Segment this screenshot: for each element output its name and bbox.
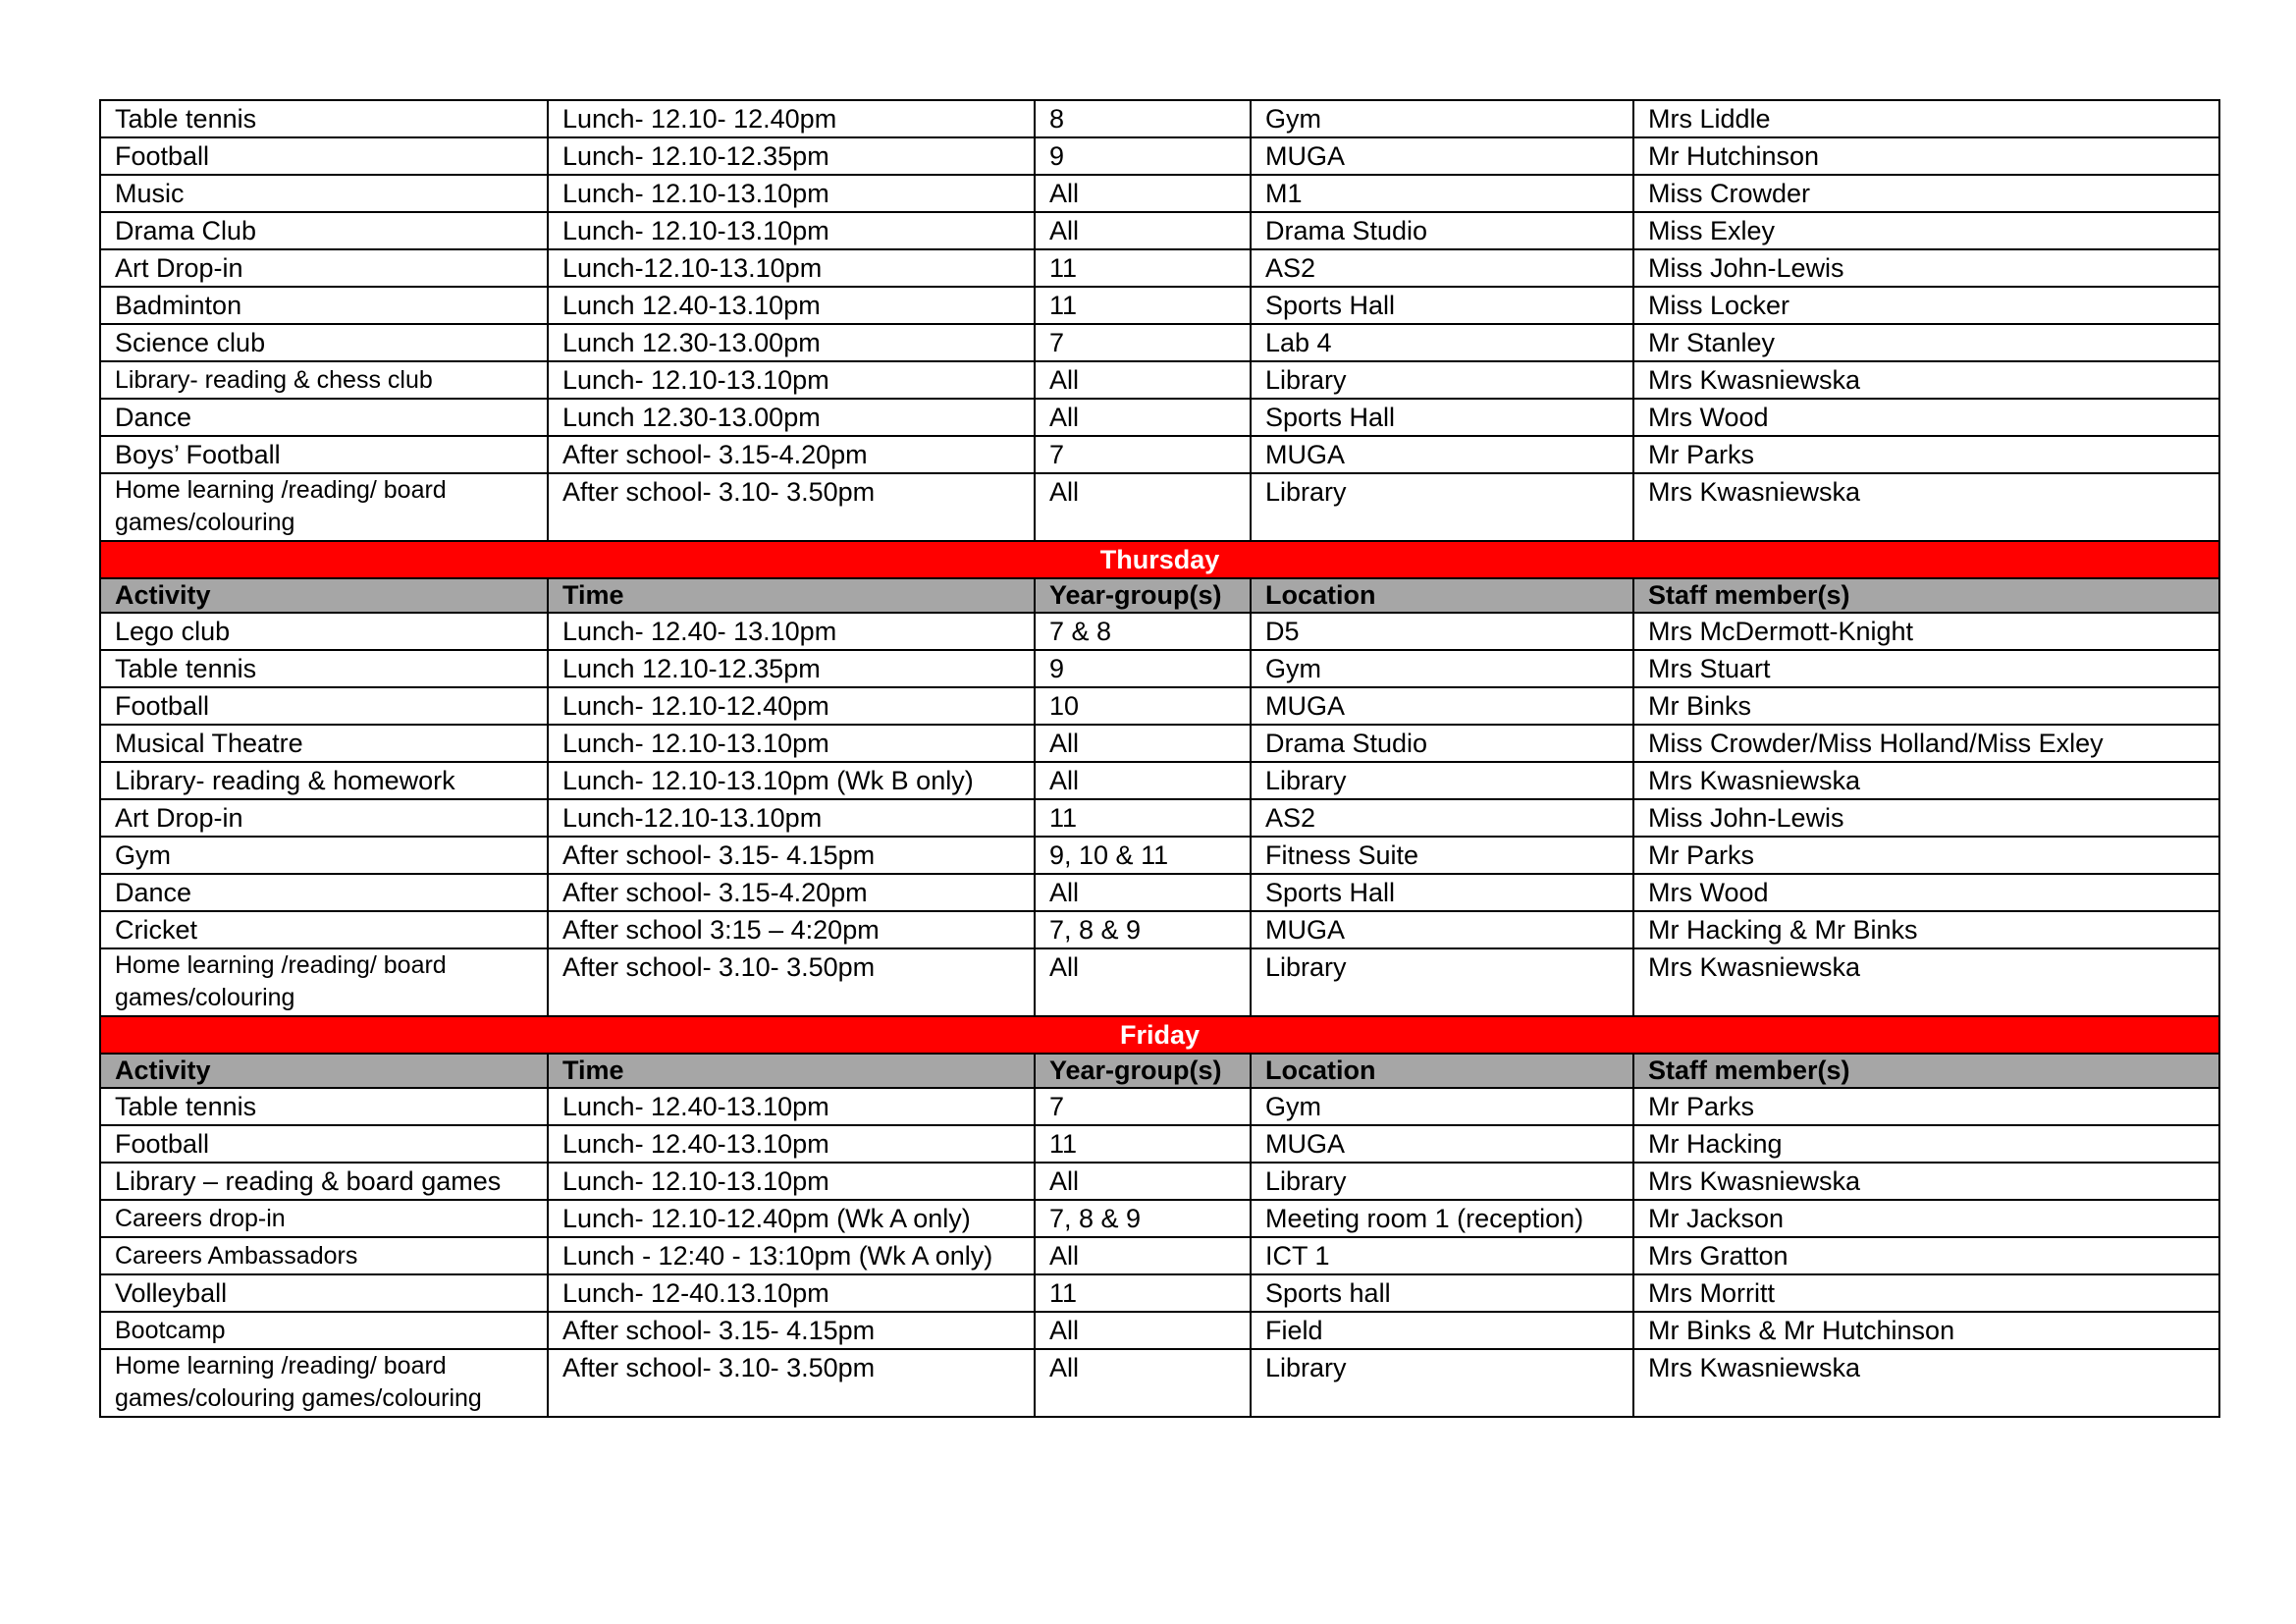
time-cell: Lunch- 12.40-13.10pm [548, 1125, 1035, 1163]
table-row [100, 212, 2219, 249]
time-cell: Lunch-12.10-13.10pm [548, 799, 1035, 837]
location-cell: AS2 [1251, 249, 1633, 287]
year-group-cell: 7 [1035, 324, 1251, 361]
activity-cell: Careers Ambassadors [100, 1237, 548, 1274]
table-row [100, 1163, 2219, 1200]
time-cell: Lunch- 12.40-13.10pm [548, 1088, 1035, 1125]
table-row [100, 287, 2219, 324]
table-row [100, 175, 2219, 212]
year-group-cell: All [1035, 361, 1251, 399]
year-group-cell: All [1035, 175, 1251, 212]
year-group-cell: 7 & 8 [1035, 613, 1251, 650]
location-cell: Drama Studio [1251, 725, 1633, 762]
staff-cell: Miss Crowder [1633, 175, 2219, 212]
table-row [100, 473, 2219, 541]
location-cell: Fitness Suite [1251, 837, 1633, 874]
location-cell: MUGA [1251, 1125, 1633, 1163]
activity-cell: Careers drop-in [100, 1200, 548, 1237]
staff-cell: Miss John-Lewis [1633, 799, 2219, 837]
table-row [100, 100, 2219, 137]
column-header: Activity [100, 578, 548, 613]
activity-cell: Badminton [100, 287, 548, 324]
table-row [100, 874, 2219, 911]
time-cell: Lunch- 12.10-12.35pm [548, 137, 1035, 175]
table-row [100, 613, 2219, 650]
staff-cell: Mr Hutchinson [1633, 137, 2219, 175]
table-row [100, 1088, 2219, 1125]
table-row [100, 1125, 2219, 1163]
table-row [100, 799, 2219, 837]
table-row [100, 762, 2219, 799]
location-cell: Library [1251, 1163, 1633, 1200]
time-cell: Lunch 12.30-13.00pm [548, 399, 1035, 436]
year-group-cell: All [1035, 212, 1251, 249]
table-row [100, 324, 2219, 361]
activity-cell: Lego club [100, 613, 548, 650]
time-cell: Lunch-12.10-13.10pm [548, 249, 1035, 287]
activities-timetable [99, 99, 2220, 1418]
activity-cell: Science club [100, 324, 548, 361]
table-row [100, 650, 2219, 687]
activity-cell: Bootcamp [100, 1312, 548, 1349]
time-cell: Lunch- 12.10-13.10pm [548, 212, 1035, 249]
year-group-cell: 11 [1035, 1125, 1251, 1163]
activity-cell: Table tennis [100, 100, 548, 137]
table-row [100, 1349, 2219, 1417]
staff-cell: Miss John-Lewis [1633, 249, 2219, 287]
staff-cell: Mr Parks [1633, 436, 2219, 473]
year-group-cell: 10 [1035, 687, 1251, 725]
location-cell: Sports hall [1251, 1274, 1633, 1312]
column-header: Staff member(s) [1633, 1054, 2219, 1088]
staff-cell: Mrs Kwasniewska [1633, 762, 2219, 799]
time-cell: Lunch- 12.10-13.10pm (Wk B only) [548, 762, 1035, 799]
location-cell: Library [1251, 1349, 1633, 1417]
location-cell: MUGA [1251, 137, 1633, 175]
year-group-cell: 7, 8 & 9 [1035, 911, 1251, 948]
activity-cell: Table tennis [100, 1088, 548, 1125]
day-title: Friday [100, 1016, 2219, 1054]
year-group-cell: 7, 8 & 9 [1035, 1200, 1251, 1237]
location-cell: Lab 4 [1251, 324, 1633, 361]
year-group-cell: 9, 10 & 11 [1035, 837, 1251, 874]
staff-cell: Mrs Kwasniewska [1633, 948, 2219, 1016]
time-cell: Lunch 12.10-12.35pm [548, 650, 1035, 687]
activity-cell: Home learning /reading/ board games/colouring games/colouring [100, 1349, 548, 1417]
activity-cell: Football [100, 687, 548, 725]
activity-cell: Football [100, 1125, 548, 1163]
staff-cell: Mr Binks & Mr Hutchinson [1633, 1312, 2219, 1349]
staff-cell: Mrs Kwasniewska [1633, 1163, 2219, 1200]
table-row [100, 249, 2219, 287]
table-row [100, 725, 2219, 762]
time-cell: After school- 3.10- 3.50pm [548, 473, 1035, 541]
time-cell: Lunch- 12-40.13.10pm [548, 1274, 1035, 1312]
location-cell: Drama Studio [1251, 212, 1633, 249]
table-row [100, 687, 2219, 725]
staff-cell: Mrs Morritt [1633, 1274, 2219, 1312]
staff-cell: Mr Hacking & Mr Binks [1633, 911, 2219, 948]
table-row [100, 1274, 2219, 1312]
location-cell: AS2 [1251, 799, 1633, 837]
table-row [100, 1200, 2219, 1237]
activity-cell: Home learning /reading/ board games/colouring [100, 948, 548, 1016]
time-cell: After school 3:15 – 4:20pm [548, 911, 1035, 948]
staff-cell: Mrs Kwasniewska [1633, 1349, 2219, 1417]
year-group-cell: 11 [1035, 287, 1251, 324]
column-header-row [100, 1054, 2219, 1088]
activity-cell: Home learning /reading/ board games/colouring [100, 473, 548, 541]
time-cell: Lunch- 12.10-13.10pm [548, 361, 1035, 399]
year-group-cell: 9 [1035, 650, 1251, 687]
location-cell: M1 [1251, 175, 1633, 212]
staff-cell: Mrs Wood [1633, 399, 2219, 436]
location-cell: MUGA [1251, 911, 1633, 948]
activity-cell: Dance [100, 399, 548, 436]
location-cell: Sports Hall [1251, 399, 1633, 436]
location-cell: MUGA [1251, 687, 1633, 725]
day-banner-thursday [100, 541, 2219, 578]
activity-cell: Musical Theatre [100, 725, 548, 762]
table-row [100, 137, 2219, 175]
location-cell: D5 [1251, 613, 1633, 650]
staff-cell: Mr Parks [1633, 1088, 2219, 1125]
staff-cell: Mrs Liddle [1633, 100, 2219, 137]
location-cell: Sports Hall [1251, 287, 1633, 324]
staff-cell: Mr Binks [1633, 687, 2219, 725]
year-group-cell: All [1035, 725, 1251, 762]
column-header: Staff member(s) [1633, 578, 2219, 613]
staff-cell: Mrs Kwasniewska [1633, 361, 2219, 399]
column-header: Time [548, 1054, 1035, 1088]
staff-cell: Mrs Gratton [1633, 1237, 2219, 1274]
year-group-cell: All [1035, 399, 1251, 436]
time-cell: After school- 3.10- 3.50pm [548, 1349, 1035, 1417]
year-group-cell: 11 [1035, 1274, 1251, 1312]
staff-cell: Miss Crowder/Miss Holland/Miss Exley [1633, 725, 2219, 762]
staff-cell: Mrs Kwasniewska [1633, 473, 2219, 541]
time-cell: Lunch 12.30-13.00pm [548, 324, 1035, 361]
table-row [100, 837, 2219, 874]
staff-cell: Mrs McDermott-Knight [1633, 613, 2219, 650]
staff-cell: Mrs Wood [1633, 874, 2219, 911]
year-group-cell: All [1035, 1349, 1251, 1417]
year-group-cell: All [1035, 1312, 1251, 1349]
table-row [100, 1237, 2219, 1274]
time-cell: Lunch- 12.10-13.10pm [548, 1163, 1035, 1200]
table-row [100, 948, 2219, 1016]
location-cell: Library [1251, 361, 1633, 399]
table-row [100, 436, 2219, 473]
location-cell: Meeting room 1 (reception) [1251, 1200, 1633, 1237]
time-cell: After school- 3.10- 3.50pm [548, 948, 1035, 1016]
column-header: Time [548, 578, 1035, 613]
activity-cell: Gym [100, 837, 548, 874]
year-group-cell: All [1035, 473, 1251, 541]
time-cell: Lunch- 12.40- 13.10pm [548, 613, 1035, 650]
time-cell: Lunch- 12.10- 12.40pm [548, 100, 1035, 137]
year-group-cell: All [1035, 1237, 1251, 1274]
location-cell: Sports Hall [1251, 874, 1633, 911]
time-cell: Lunch- 12.10-12.40pm (Wk A only) [548, 1200, 1035, 1237]
day-title: Thursday [100, 541, 2219, 578]
activity-cell: Library – reading & board games [100, 1163, 548, 1200]
activity-cell: Volleyball [100, 1274, 548, 1312]
activity-cell: Music [100, 175, 548, 212]
location-cell: Gym [1251, 650, 1633, 687]
time-cell: Lunch 12.40-13.10pm [548, 287, 1035, 324]
column-header-row [100, 578, 2219, 613]
location-cell: Gym [1251, 1088, 1633, 1125]
year-group-cell: All [1035, 948, 1251, 1016]
location-cell: Field [1251, 1312, 1633, 1349]
year-group-cell: 9 [1035, 137, 1251, 175]
staff-cell: Mr Jackson [1633, 1200, 2219, 1237]
column-header: Year-group(s) [1035, 1054, 1251, 1088]
activity-cell: Library- reading & homework [100, 762, 548, 799]
activity-cell: Cricket [100, 911, 548, 948]
column-header: Activity [100, 1054, 548, 1088]
activity-cell: Drama Club [100, 212, 548, 249]
column-header: Location [1251, 578, 1633, 613]
staff-cell: Miss Locker [1633, 287, 2219, 324]
activity-cell: Boys’ Football [100, 436, 548, 473]
year-group-cell: 11 [1035, 799, 1251, 837]
time-cell: Lunch- 12.10-13.10pm [548, 725, 1035, 762]
staff-cell: Miss Exley [1633, 212, 2219, 249]
location-cell: ICT 1 [1251, 1237, 1633, 1274]
table-row [100, 399, 2219, 436]
time-cell: After school- 3.15-4.20pm [548, 436, 1035, 473]
staff-cell: Mr Stanley [1633, 324, 2219, 361]
year-group-cell: 11 [1035, 249, 1251, 287]
location-cell: Gym [1251, 100, 1633, 137]
staff-cell: Mrs Stuart [1633, 650, 2219, 687]
location-cell: MUGA [1251, 436, 1633, 473]
year-group-cell: All [1035, 874, 1251, 911]
column-header: Location [1251, 1054, 1633, 1088]
timetable-body [100, 100, 2219, 1417]
year-group-cell: All [1035, 1163, 1251, 1200]
activity-cell: Dance [100, 874, 548, 911]
location-cell: Library [1251, 948, 1633, 1016]
column-header: Year-group(s) [1035, 578, 1251, 613]
time-cell: After school- 3.15- 4.15pm [548, 837, 1035, 874]
activity-cell: Art Drop-in [100, 799, 548, 837]
activity-cell: Library- reading & chess club [100, 361, 548, 399]
year-group-cell: 8 [1035, 100, 1251, 137]
location-cell: Library [1251, 473, 1633, 541]
activity-cell: Football [100, 137, 548, 175]
time-cell: Lunch - 12:40 - 13:10pm (Wk A only) [548, 1237, 1035, 1274]
activity-cell: Table tennis [100, 650, 548, 687]
year-group-cell: All [1035, 762, 1251, 799]
time-cell: After school- 3.15- 4.15pm [548, 1312, 1035, 1349]
staff-cell: Mr Hacking [1633, 1125, 2219, 1163]
location-cell: Library [1251, 762, 1633, 799]
time-cell: Lunch- 12.10-13.10pm [548, 175, 1035, 212]
table-row [100, 361, 2219, 399]
year-group-cell: 7 [1035, 1088, 1251, 1125]
day-banner-friday [100, 1016, 2219, 1054]
time-cell: Lunch- 12.10-12.40pm [548, 687, 1035, 725]
activity-cell: Art Drop-in [100, 249, 548, 287]
table-row [100, 911, 2219, 948]
year-group-cell: 7 [1035, 436, 1251, 473]
table-row [100, 1312, 2219, 1349]
time-cell: After school- 3.15-4.20pm [548, 874, 1035, 911]
staff-cell: Mr Parks [1633, 837, 2219, 874]
